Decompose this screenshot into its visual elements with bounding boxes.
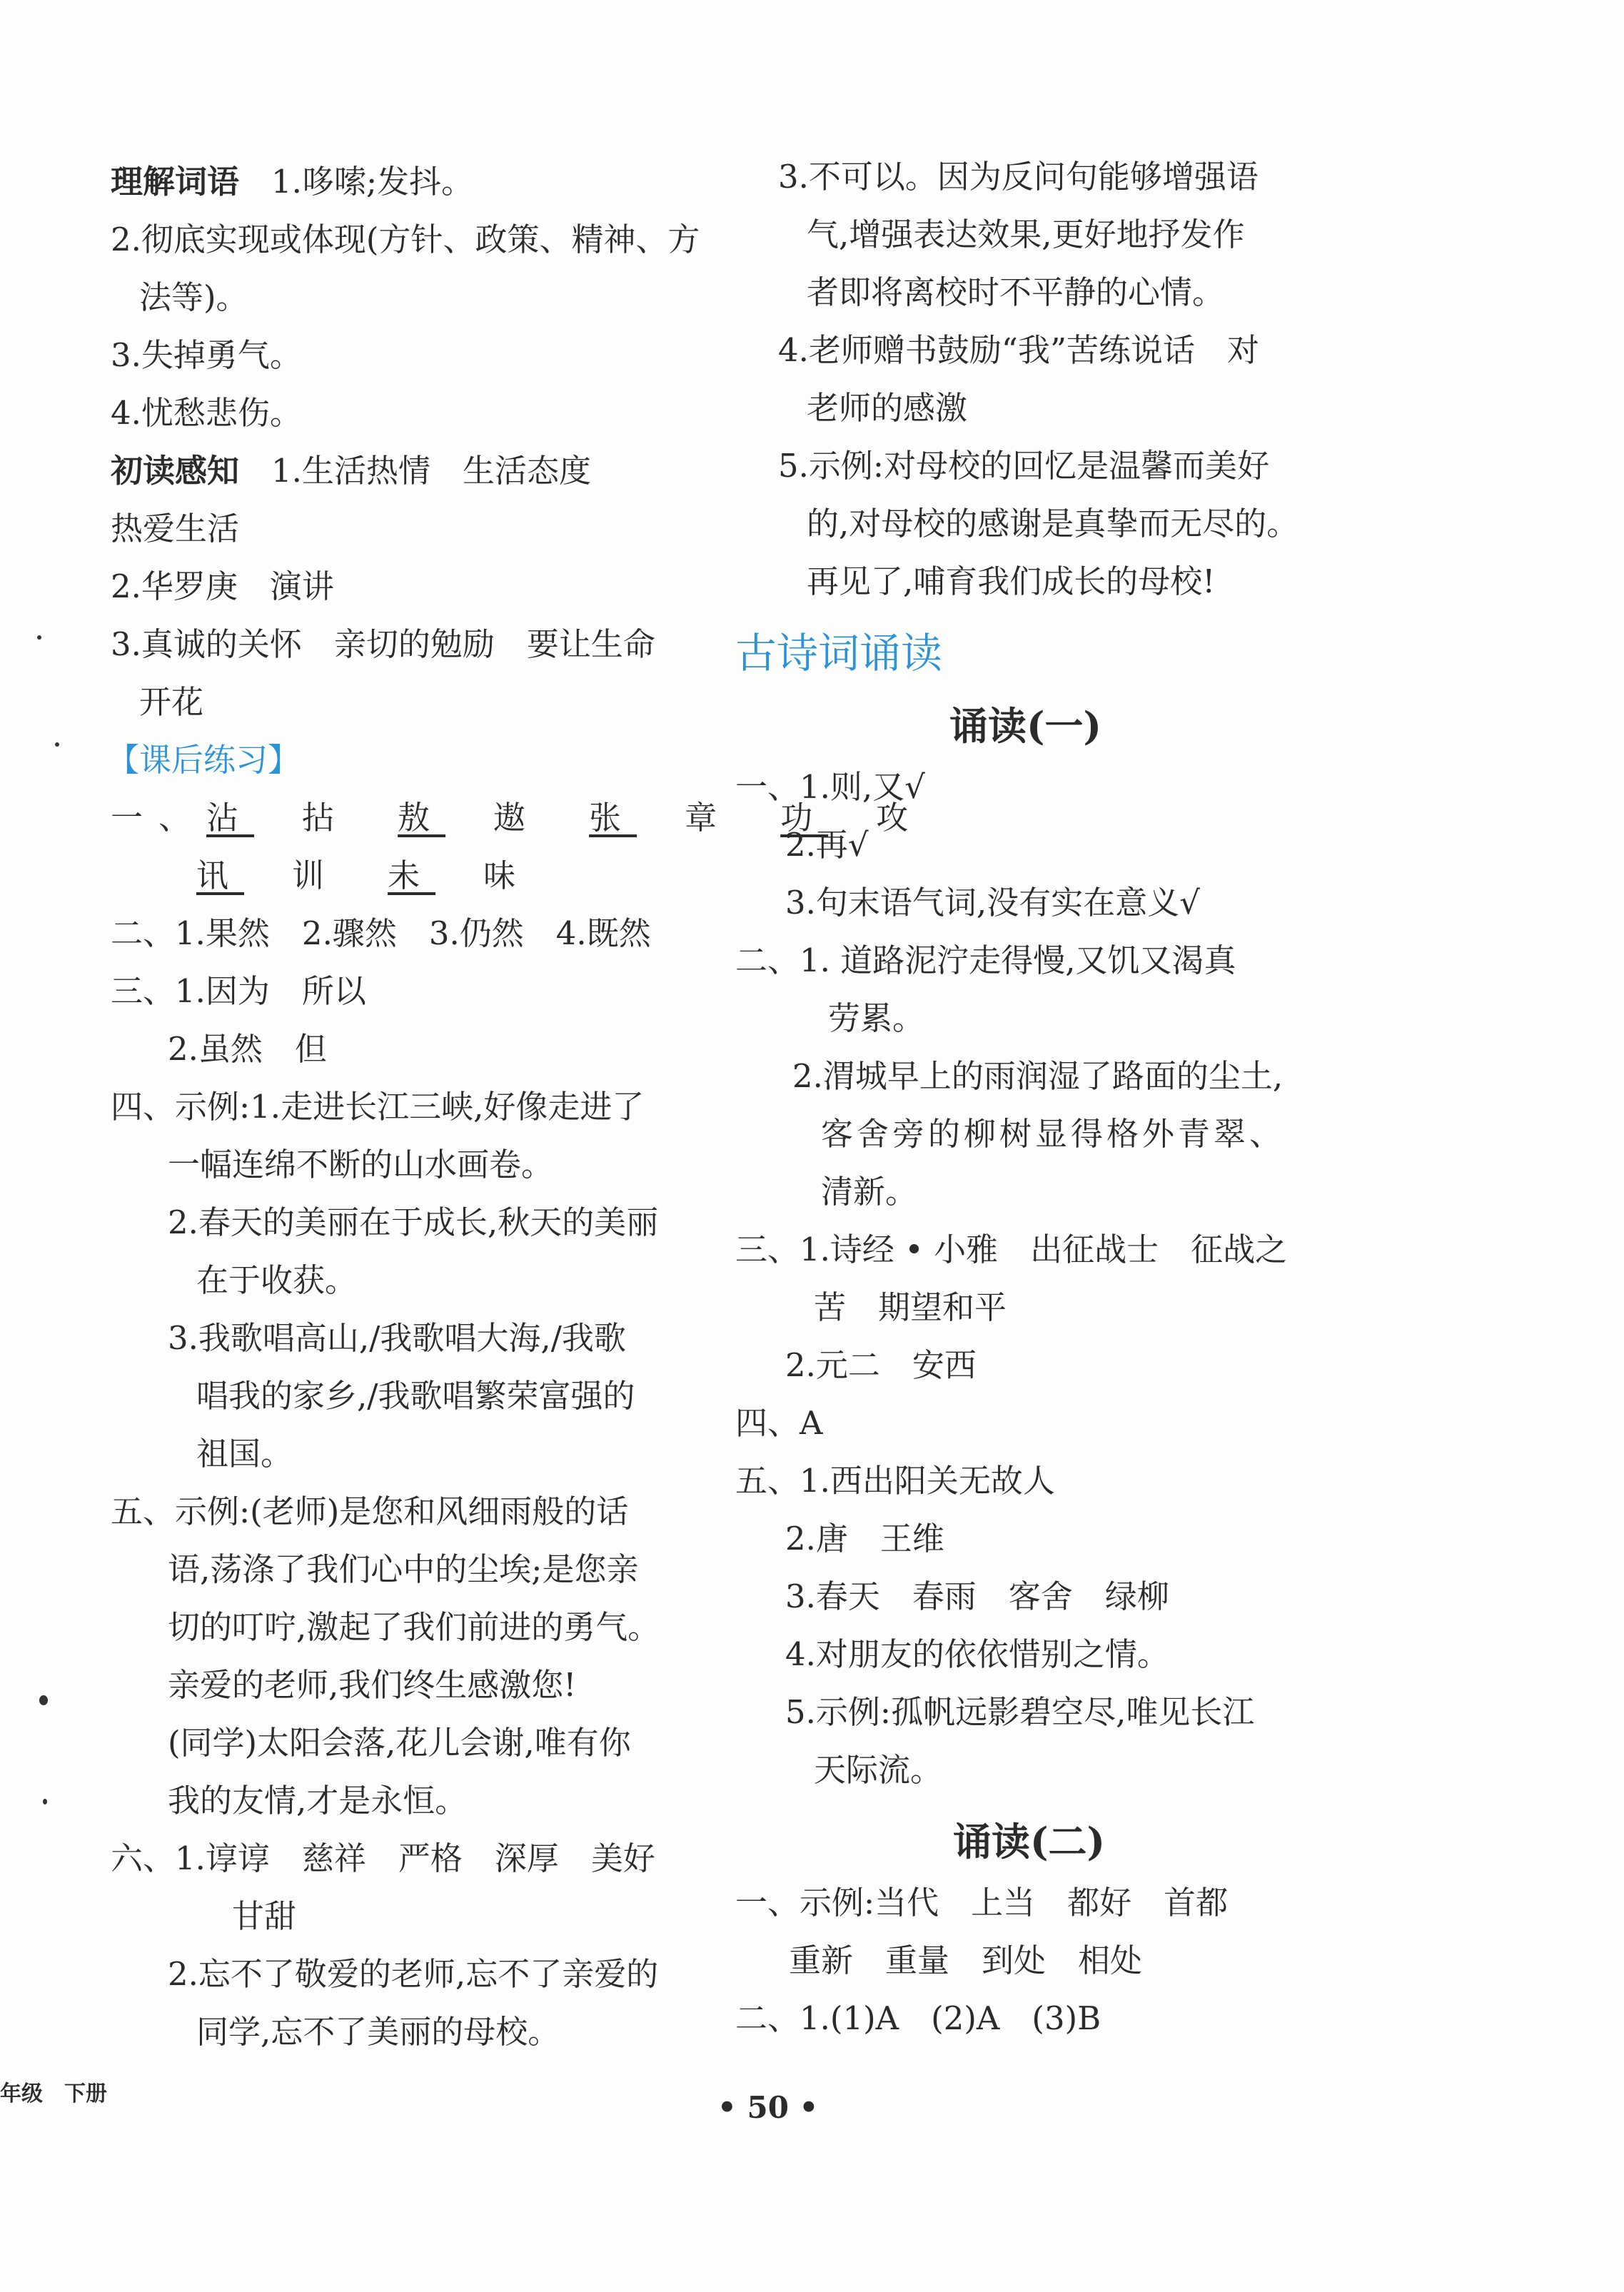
line: 三、1.诗经 • 小雅 出征战士 征战之 [735, 1231, 1288, 1268]
char [244, 857, 292, 894]
char [541, 799, 589, 837]
line: (同学)太阳会落,花儿会谢,唯有你 [168, 1724, 631, 1762]
line: 2.虽然 但 [168, 1030, 327, 1068]
line: 气,增强表达效果,更好地抒发作 [807, 216, 1245, 253]
char [340, 857, 388, 894]
line [111, 450, 591, 493]
underlined-char: 未 [388, 857, 436, 894]
line: 苦 期望和平 [814, 1288, 1007, 1326]
label-first-reading: 初读感知 [111, 452, 240, 490]
line: 2.华罗庚 演讲 [111, 567, 334, 605]
line: 4.老师赠书鼓励“我”苦练说话 对 [778, 331, 1259, 369]
line: 5.示例:孤帆远影碧空尽,唯见长江 [785, 1693, 1255, 1731]
line: 2.彻底实现或体现(方针、政策、精神、方 [111, 221, 700, 258]
line: 再见了,哺育我们成长的母校! [807, 562, 1216, 600]
line: 2.唐 王维 [785, 1520, 944, 1558]
line: 四、示例:1.走进长江三峡,好像走进了 [111, 1088, 645, 1126]
char [435, 857, 483, 894]
line: 重新 重量 到处 相处 [789, 1942, 1143, 1979]
line: 六、1.谆谆 慈祥 严格 深厚 美好 [111, 1839, 655, 1877]
line: 5.示例:对母校的回忆是温馨而美好 [778, 447, 1270, 485]
line: 二、1. 道路泥泞走得慢,又饥又渴真 [735, 941, 1236, 979]
line: 一、1.则,又√ [735, 768, 925, 806]
answer-text: 1.哆嗦;发抖。 [271, 163, 474, 201]
line: 在于收获。 [196, 1261, 358, 1299]
speck [43, 1799, 47, 1804]
section-ancient-poetry: 古诗词诵读 [735, 629, 943, 677]
line: 五、1.西出阳关无故人 [735, 1462, 1055, 1500]
underlined-char: 沾 [206, 799, 255, 837]
char: 拈 [302, 799, 350, 837]
speck [55, 742, 59, 747]
line: 三、1.因为 所以 [111, 972, 366, 1010]
heading-recite-2: 诵读(二) [953, 1819, 1106, 1864]
line: 五、示例:(老师)是您和风细雨般的话 [111, 1493, 629, 1530]
line: 3.失掉勇气。 [111, 336, 302, 374]
line: 唱我的家乡,/我歌唱繁荣富强的 [196, 1377, 635, 1415]
line: 的,对母校的感谢是真挚而无尽的。 [807, 505, 1299, 542]
line: 一幅连绵不断的山水画卷。 [168, 1146, 554, 1183]
line: 2.春天的美丽在于成长,秋天的美丽 [168, 1203, 659, 1241]
line: 清新。 [821, 1173, 918, 1211]
line: 3.不可以。因为反问句能够增强语 [778, 158, 1259, 196]
line: 祖国。 [196, 1435, 293, 1473]
underlined-char: 敖 [398, 799, 446, 837]
line: 二、1.果然 2.骤然 3.仍然 4.既然 [111, 914, 651, 952]
char [445, 799, 493, 837]
line: 我的友情,才是永恒。 [168, 1782, 468, 1819]
char: 遨 [493, 799, 542, 837]
line: 热爱生活 [111, 510, 240, 547]
char [637, 799, 685, 837]
page-number: • 50 • [717, 2090, 819, 2125]
line: 四、A [735, 1404, 823, 1442]
line: 亲爱的老师,我们终生感激您! [168, 1666, 577, 1704]
char: 一、 [111, 799, 207, 837]
line: 3.我歌唱高山,/我歌唱大海,/我歌 [168, 1319, 626, 1357]
line-underlined-2 [196, 854, 531, 897]
line: 客舍旁的柳树显得格外青翠、 [821, 1115, 1286, 1153]
label-understand-words: 理解词语 [111, 163, 240, 201]
line: 老师的感激 [807, 389, 968, 427]
char [254, 799, 302, 837]
line: 3.春天 春雨 客舍 绿柳 [785, 1577, 1169, 1615]
line: 一、示例:当代 上当 都好 首都 [735, 1884, 1229, 1922]
line: 同学,忘不了美丽的母校。 [196, 2013, 560, 2051]
char: 味 [483, 857, 532, 894]
char: 训 [292, 857, 341, 894]
line: 天际流。 [814, 1751, 943, 1789]
speck [37, 635, 41, 640]
line: 甘甜 [232, 1897, 297, 1935]
line: 劳累。 [828, 999, 925, 1037]
line: 2.忘不了敬爱的老师,忘不了亲爱的 [168, 1955, 659, 1993]
underlined-char: 讯 [196, 857, 245, 894]
underlined-char: 功 [780, 799, 829, 837]
char: 章 [685, 799, 733, 837]
line: 4.忧愁悲伤。 [111, 394, 302, 432]
answer-text: 1.生活热情 生活态度 [271, 452, 591, 490]
char [350, 799, 398, 837]
line: 3.句末语气词,没有实在意义√ [785, 884, 1200, 922]
line: 2.再√ [785, 826, 869, 864]
line: 切的叮咛,激起了我们前进的勇气。 [168, 1608, 660, 1646]
line: 二、1.(1)A (2)A (3)B [735, 1999, 1101, 2037]
heading-recite-1: 诵读(一) [949, 703, 1102, 749]
line: 4.对朋友的依依惜别之情。 [785, 1635, 1169, 1673]
underlined-char: 张 [589, 799, 637, 837]
line: 2.元二 安西 [785, 1346, 977, 1384]
line: 开花 [139, 683, 204, 721]
line: 语,荡涤了我们心中的尘埃;是您亲 [168, 1550, 639, 1588]
speck [39, 1695, 48, 1705]
line [111, 161, 473, 203]
line: 3.真诚的关怀 亲切的勉励 要让生命 [111, 625, 655, 663]
line: 者即将离校时不平静的心情。 [807, 273, 1225, 311]
line: 法等)。 [139, 278, 248, 316]
line: 2.渭城早上的雨润湿了路面的尘土, [792, 1057, 1283, 1095]
char: 攻 [876, 799, 924, 837]
section-after-class-exercise: 【课后练习】 [107, 741, 301, 779]
footer-grade: 年级 下册 [0, 2081, 107, 2106]
